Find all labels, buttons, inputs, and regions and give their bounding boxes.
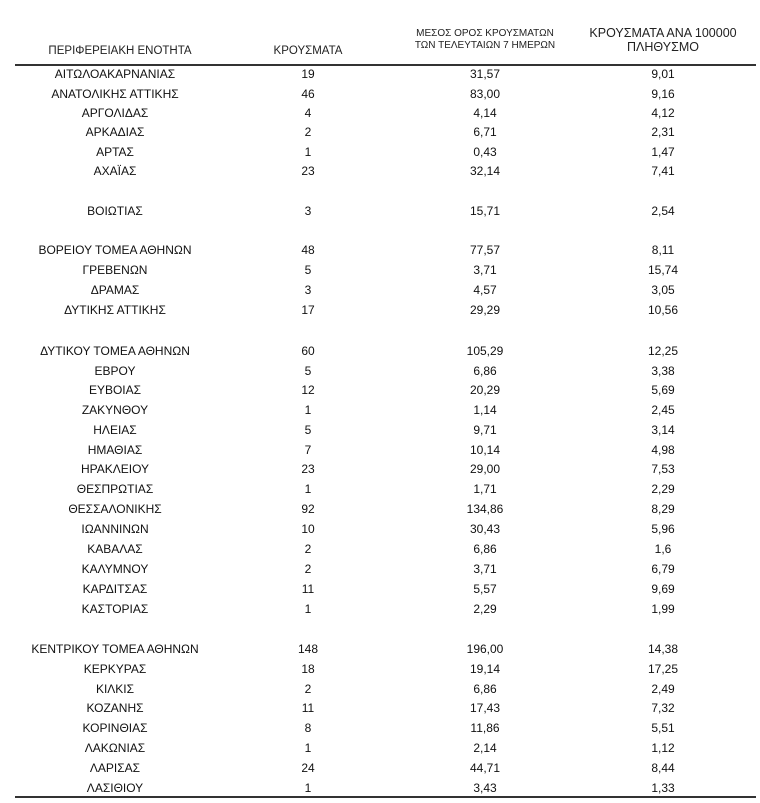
region-cell: ΘΕΣΣΑΛΟΝΙΚΗΣ [68, 502, 162, 516]
table-row [0, 261, 760, 279]
cases-cell: 23 [301, 164, 315, 178]
header-region: ΠΕΡΙΦΕΡΕΙΑΚΗ ΕΝΟΤΗΤΑ [48, 45, 192, 57]
average-7day-cell: 3,71 [473, 263, 497, 277]
region-cell: ΛΑΣΙΘΙΟΥ [86, 781, 144, 795]
cases-per-100k-cell: 15,74 [647, 263, 679, 277]
region-cell: ΚΑΣΤΟΡΙΑΣ [81, 602, 149, 616]
cases-cell: 48 [301, 243, 315, 257]
region-cell: ΑΧΑΪΑΣ [93, 164, 137, 178]
cases-per-100k-cell: 7,41 [651, 164, 675, 178]
region-cell: ΒΟΡΕΙΟΥ ΤΟΜΕΑ ΑΘΗΝΩΝ [38, 243, 192, 257]
table-row [0, 241, 760, 259]
average-7day-cell: 9,71 [473, 423, 497, 437]
average-7day-cell: 83,00 [469, 87, 501, 101]
table-row [0, 739, 760, 757]
header-7day-average-line1: ΜΕΣΟΣ ΟΡΟΣ ΚΡΟΥΣΜΑΤΩΝ [416, 28, 554, 39]
cases-per-100k-cell: 6,79 [651, 562, 675, 576]
cases-cell: 5 [304, 364, 312, 378]
cases-per-100k-cell: 7,32 [651, 701, 675, 715]
cases-cell: 60 [301, 344, 315, 358]
table-row [0, 65, 760, 83]
cases-cell: 11 [301, 582, 315, 596]
table-row [0, 123, 760, 141]
table-row [0, 500, 760, 518]
average-7day-cell: 5,57 [473, 582, 497, 596]
region-cell: ΕΥΒΟΙΑΣ [88, 383, 142, 397]
cases-per-100k-cell: 4,98 [651, 443, 675, 457]
cases-cell: 1 [304, 602, 312, 616]
cases-per-100k-cell: 3,38 [651, 364, 675, 378]
region-cell: ΚΑΛΥΜΝΟΥ [81, 562, 149, 576]
cases-per-100k-cell: 14,38 [647, 642, 679, 656]
cases-per-100k-cell: 2,54 [651, 204, 675, 218]
region-cell: ΑΡΚΑΔΙΑΣ [85, 125, 145, 139]
cases-per-100k-cell: 2,49 [651, 682, 675, 696]
region-cell: ΙΩΑΝΝΙΝΩΝ [81, 522, 149, 536]
cases-cell: 17 [301, 303, 315, 317]
cases-cell: 92 [301, 502, 315, 516]
cases-per-100k-cell: 1,99 [651, 602, 675, 616]
table-bottom-rule [15, 796, 756, 798]
average-7day-cell: 77,57 [469, 243, 501, 257]
average-7day-cell: 4,14 [473, 106, 497, 120]
cases-per-100k-cell: 9,69 [651, 582, 675, 596]
cases-cell: 7 [304, 443, 312, 457]
cases-cell: 2 [304, 125, 312, 139]
cases-per-100k-cell: 8,11 [651, 243, 675, 257]
cases-cell: 2 [304, 562, 312, 576]
cases-cell: 24 [301, 761, 315, 775]
cases-cell: 3 [304, 204, 312, 218]
region-cell: ΗΡΑΚΛΕΙΟΥ [80, 462, 150, 476]
average-7day-cell: 10,14 [469, 443, 501, 457]
region-cell: ΑΡΓΟΛΙΔΑΣ [81, 106, 149, 120]
average-7day-cell: 6,71 [473, 125, 497, 139]
cases-per-100k-cell: 1,47 [651, 145, 675, 159]
average-7day-cell: 4,57 [473, 283, 497, 297]
table-row [0, 600, 760, 618]
cases-cell: 1 [304, 781, 312, 795]
average-7day-cell: 29,29 [469, 303, 501, 317]
table-row [0, 162, 760, 180]
cases-per-100k-cell: 3,14 [651, 423, 675, 437]
region-cell: ΚΑΡΔΙΤΣΑΣ [82, 582, 148, 596]
table-row [0, 719, 760, 737]
cases-per-100k-cell: 1,33 [651, 781, 675, 795]
cases-per-100k-cell: 8,29 [651, 502, 675, 516]
average-7day-cell: 44,71 [469, 761, 501, 775]
region-cell: ΔΥΤΙΚΗΣ ΑΤΤΙΚΗΣ [64, 303, 166, 317]
cases-per-100k-cell: 9,16 [651, 87, 675, 101]
average-7day-cell: 30,43 [469, 522, 501, 536]
cases-per-100k-cell: 2,45 [651, 403, 675, 417]
cases-cell: 1 [304, 482, 312, 496]
table-row [0, 779, 760, 797]
cases-cell: 4 [304, 106, 312, 120]
cases-per-100k-cell: 1,12 [651, 741, 675, 755]
region-cell: ΕΒΡΟΥ [94, 364, 136, 378]
cases-cell: 19 [301, 67, 315, 81]
region-cell: ΚΟΖΑΝΗΣ [86, 701, 144, 715]
region-cell: ΖΑΚΥΝΘΟΥ [81, 403, 149, 417]
cases-per-100k-cell: 2,29 [651, 482, 675, 496]
cases-cell: 148 [297, 642, 319, 656]
region-cell: ΑΝΑΤΟΛΙΚΗΣ ΑΤΤΙΚΗΣ [51, 87, 179, 101]
table-row [0, 381, 760, 399]
average-7day-cell: 1,14 [473, 403, 497, 417]
table-row [0, 342, 760, 360]
table-row [0, 540, 760, 558]
cases-cell: 8 [304, 721, 312, 735]
table-row [0, 480, 760, 498]
average-7day-cell: 19,14 [469, 662, 501, 676]
header-cases: ΚΡΟΥΣΜΑΤΑ [273, 45, 343, 57]
table-row [0, 660, 760, 678]
table-row [0, 421, 760, 439]
average-7day-cell: 105,29 [466, 344, 504, 358]
average-7day-cell: 196,00 [466, 642, 504, 656]
table-row [0, 362, 760, 380]
average-7day-cell: 29,00 [469, 462, 501, 476]
region-cell: ΒΟΙΩΤΙΑΣ [87, 204, 143, 218]
average-7day-cell: 1,71 [473, 482, 497, 496]
average-7day-cell: 6,86 [473, 364, 497, 378]
cases-per-100k-cell: 2,31 [651, 125, 675, 139]
table-row [0, 699, 760, 717]
cases-cell: 1 [304, 403, 312, 417]
cases-cell: 3 [304, 283, 312, 297]
cases-per-100k-cell: 12,25 [647, 344, 679, 358]
average-7day-cell: 134,86 [466, 502, 504, 516]
cases-per-100k-cell: 17,25 [647, 662, 679, 676]
average-7day-cell: 2,14 [473, 741, 497, 755]
region-cell: ΗΜΑΘΙΑΣ [87, 443, 143, 457]
cases-per-100k-cell: 3,05 [651, 283, 675, 297]
cases-per-100k-cell: 7,53 [651, 462, 675, 476]
cases-cell: 5 [304, 263, 312, 277]
cases-per-100k-cell: 4,12 [651, 106, 675, 120]
cases-per-100k-cell: 1,6 [654, 542, 672, 556]
region-cell: ΚΕΡΚΥΡΑΣ [83, 662, 147, 676]
cases-cell: 23 [301, 462, 315, 476]
average-7day-cell: 11,86 [470, 721, 500, 735]
table-row [0, 281, 760, 299]
average-7day-cell: 20,29 [469, 383, 501, 397]
region-cell: ΘΕΣΠΡΩΤΙΑΣ [76, 482, 154, 496]
table-row [0, 640, 760, 658]
table-row [0, 104, 760, 122]
cases-per-100k-cell: 5,51 [651, 721, 675, 735]
region-cell: ΚΑΒΑΛΑΣ [87, 542, 143, 556]
average-7day-cell: 15,71 [469, 204, 501, 218]
cases-per-100k-cell: 5,96 [651, 522, 675, 536]
region-cell: ΑΡΤΑΣ [96, 145, 134, 159]
cases-cell: 2 [304, 542, 312, 556]
cases-per-100k-cell: 9,01 [651, 67, 675, 81]
table-row [0, 460, 760, 478]
average-7day-cell: 6,86 [473, 542, 497, 556]
cases-cell: 2 [304, 682, 312, 696]
average-7day-cell: 31,57 [469, 67, 501, 81]
average-7day-cell: 3,71 [473, 562, 497, 576]
region-cell: ΛΑΡΙΣΑΣ [89, 761, 141, 775]
table-row [0, 401, 760, 419]
cases-cell: 10 [301, 522, 315, 536]
header-cases-per-100k-line2: ΠΛΗΘΥΣΜΟ [627, 40, 699, 55]
region-cell: ΓΡΕΒΕΝΩΝ [82, 263, 148, 277]
header-7day-average-line2: ΤΩΝ ΤΕΛΕΥΤΑΙΩΝ 7 ΗΜΕΡΩΝ [414, 39, 556, 51]
table-row [0, 560, 760, 578]
table-row [0, 143, 760, 161]
cases-cell: 46 [301, 87, 315, 101]
average-7day-cell: 0,43 [473, 145, 497, 159]
average-7day-cell: 3,43 [473, 781, 497, 795]
cases-per-100k-cell: 10,56 [647, 303, 679, 317]
cases-cell: 18 [301, 662, 315, 676]
average-7day-cell: 6,86 [473, 682, 497, 696]
table-row [0, 441, 760, 459]
cases-per-100k-cell: 8,44 [651, 761, 675, 775]
region-cell: ΚΙΛΚΙΣ [95, 682, 135, 696]
table-row [0, 301, 760, 319]
table-row [0, 520, 760, 538]
table-row [0, 85, 760, 103]
region-cell: ΚΟΡΙΝΘΙΑΣ [82, 721, 148, 735]
region-cell: ΛΑΚΩΝΙΑΣ [84, 741, 146, 755]
table-row [0, 680, 760, 698]
cases-cell: 12 [301, 383, 315, 397]
average-7day-cell: 17,43 [469, 701, 501, 715]
table-row [0, 580, 760, 598]
cases-per-100k-cell: 5,69 [651, 383, 675, 397]
region-cell: ΔΥΤΙΚΟΥ ΤΟΜΕΑ ΑΘΗΝΩΝ [40, 344, 190, 358]
table-row [0, 202, 760, 220]
region-cell: ΗΛΕΙΑΣ [93, 423, 137, 437]
region-cell: ΔΡΑΜΑΣ [90, 283, 140, 297]
header-cases-per-100k-line1: ΚΡΟΥΣΜΑΤΑ ΑΝΑ 100000 [589, 26, 737, 40]
average-7day-cell: 2,29 [473, 602, 497, 616]
cases-cell: 1 [304, 741, 312, 755]
region-cell: ΑΙΤΩΛΟΑΚΑΡΝΑΝΙΑΣ [54, 67, 176, 81]
region-cell: ΚΕΝΤΡΙΚΟΥ ΤΟΜΕΑ ΑΘΗΝΩΝ [31, 642, 199, 656]
cases-cell: 1 [304, 145, 312, 159]
cases-cell: 11 [301, 701, 315, 715]
table-row [0, 759, 760, 777]
average-7day-cell: 32,14 [469, 164, 501, 178]
cases-cell: 5 [304, 423, 312, 437]
